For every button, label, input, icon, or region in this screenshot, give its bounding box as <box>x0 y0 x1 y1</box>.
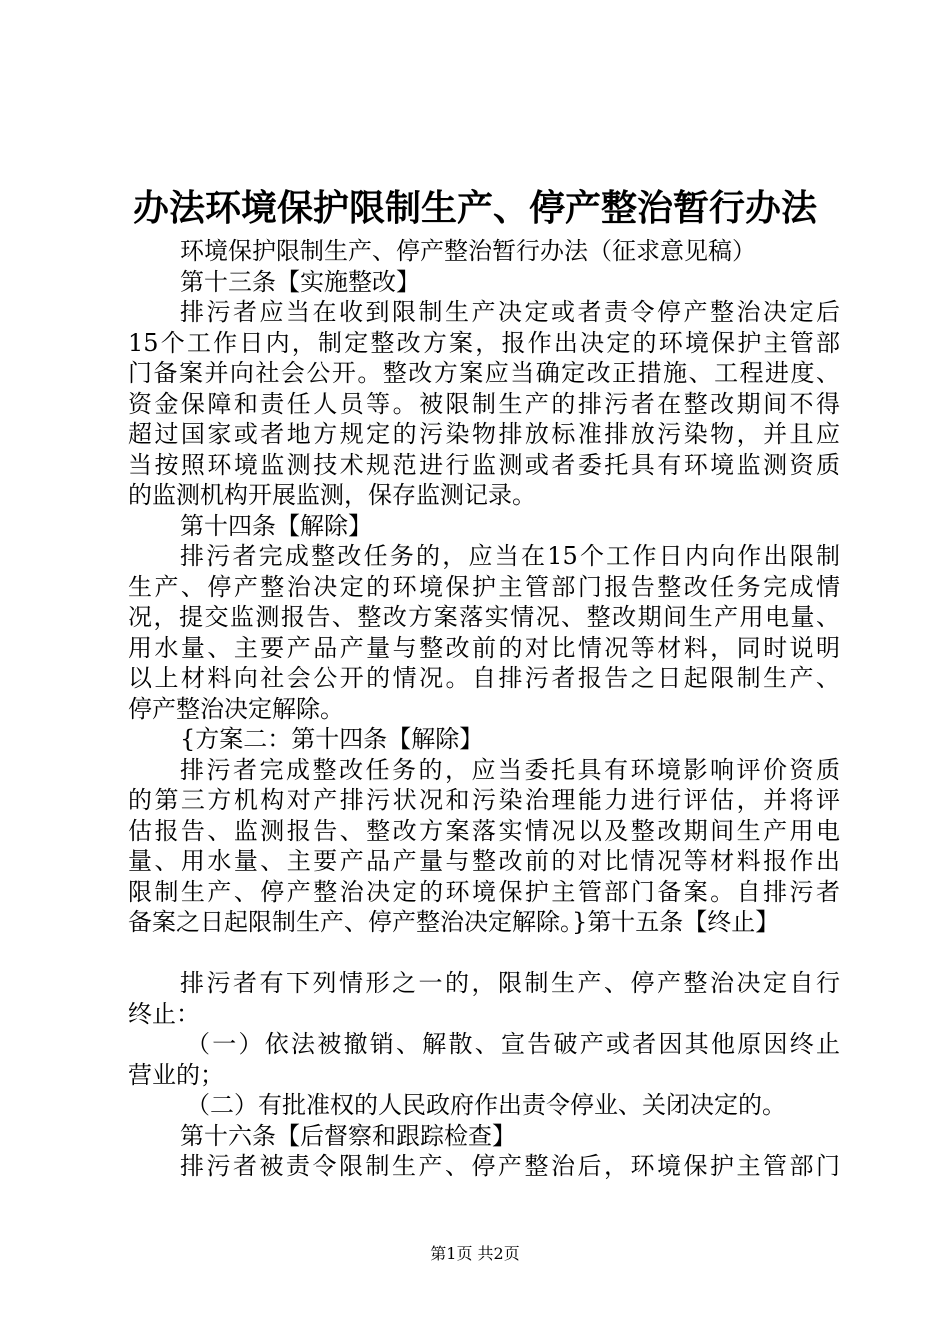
paragraph-line: 用水量、主要产品产量与整改前的对比情况等材料，同时说明 <box>128 633 840 662</box>
blank-line <box>128 938 840 969</box>
paragraph-line: 15个工作日内，制定整改方案，报作出决定的环境保护主管部 <box>128 328 840 357</box>
document-body <box>128 236 840 1182</box>
paragraph-line: 当按照环境监测技术规范进行监测或者委托具有环境监测资质 <box>128 450 840 479</box>
paragraph-line: 停产整治决定解除。 <box>128 694 344 723</box>
paragraph-line: 排污者有下列情形之一的，限制生产、停产整治决定自行 <box>180 969 840 997</box>
paragraph-line: 限制生产、停产整治决定的环境保护主管部门备案。自排污者 <box>128 877 840 906</box>
list-item: （一）依法被撤销、解散、宣告破产或者因其他原因终止 <box>186 1030 840 1058</box>
subtitle-line: 环境保护限制生产、停产整治暂行办法（征求意见稿） <box>180 237 756 265</box>
paragraph-line: 资金保障和责任人员等。被限制生产的排污者在整改期间不得 <box>128 389 840 418</box>
article-heading: 第十三条【实施整改】 <box>180 267 420 296</box>
document-title: 办法环境保护限制生产、停产整治暂行办法 <box>132 187 817 229</box>
paragraph-line: 备案之日起限制生产、停产整治决定解除。}第十五条【终止】 <box>128 908 780 936</box>
article-heading: {方案二：第十四条【解除】 <box>180 725 484 753</box>
list-item: （二）有批准权的人民政府作出责令停业、关闭决定的。 <box>186 1091 786 1119</box>
paragraph-line: 排污者被责令限制生产、停产整治后，环境保护主管部门 <box>180 1152 840 1180</box>
page-footer: 第1页 共2页 <box>430 1244 520 1263</box>
paragraph-line: 量、用水量、主要产品产量与整改前的对比情况等材料报作出 <box>128 847 840 875</box>
paragraph-line: 的第三方机构对产排污状况和污染治理能力进行评估，并将评 <box>128 786 840 814</box>
article-heading: 第十六条【后督察和跟踪检查】 <box>180 1121 516 1150</box>
paragraph-line: 排污者应当在收到限制生产决定或者责令停产整治决定后 <box>180 298 840 326</box>
paragraph-line: 终止： <box>128 999 200 1028</box>
paragraph-line: 估报告、监测报告、整改方案落实情况以及整改期间生产用电 <box>128 816 840 845</box>
paragraph-line: 况，提交监测报告、整改方案落实情况、整改期间生产用电量、 <box>128 603 840 631</box>
article-heading: 第十四条【解除】 <box>180 511 372 540</box>
paragraph-line: 生产、停产整治决定的环境保护主管部门报告整改任务完成情 <box>128 572 840 601</box>
list-item-continuation: 营业的； <box>128 1060 224 1089</box>
paragraph-line: 排污者完成整改任务的，应当委托具有环境影响评价资质 <box>180 755 840 784</box>
paragraph-line: 以上材料向社会公开的情况。自排污者报告之日起限制生产、 <box>128 664 840 692</box>
paragraph-line: 超过国家或者地方规定的污染物排放标准排放污染物，并且应 <box>128 420 840 448</box>
paragraph-line: 的监测机构开展监测，保存监测记录。 <box>128 481 536 509</box>
paragraph-line: 排污者完成整改任务的，应当在15个工作日内向作出限制 <box>180 542 840 570</box>
paragraph-line: 门备案并向社会公开。整改方案应当确定改正措施、工程进度、 <box>128 359 840 387</box>
